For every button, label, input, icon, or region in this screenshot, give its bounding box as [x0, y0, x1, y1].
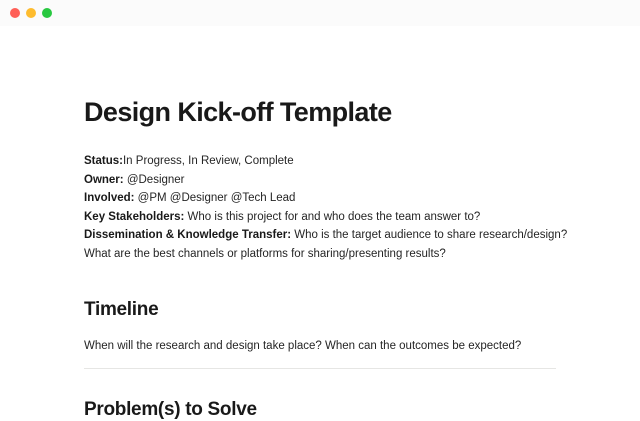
metadata-label: Involved:	[84, 192, 135, 205]
metadata-value: Who is this project for and who does the team answer to?	[184, 210, 481, 223]
metadata-value: Who is the target audience to share research/design?	[291, 229, 568, 242]
metadata-label: Dissemination & Knowledge Transfer:	[84, 229, 292, 242]
close-window-icon[interactable]	[10, 8, 20, 18]
metadata-label: Owner:	[84, 173, 124, 186]
window-titlebar	[0, 0, 640, 26]
document-metadata	[84, 152, 568, 263]
section-heading-timeline: Timeline	[84, 299, 159, 321]
section-divider	[84, 368, 556, 369]
metadata-row	[84, 171, 556, 190]
metadata-row	[84, 152, 556, 171]
document-body	[0, 26, 640, 421]
metadata-value: @Designer	[123, 173, 185, 186]
metadata-row	[84, 226, 568, 245]
section-body-timeline: When will the research and design take place? When can the outcomes be expected?	[84, 340, 522, 353]
metadata-row	[84, 208, 556, 227]
section-heading-problems: Problem(s) to Solve	[84, 399, 257, 421]
metadata-row	[84, 189, 556, 208]
metadata-row	[84, 245, 556, 264]
minimize-window-icon[interactable]	[26, 8, 36, 18]
metadata-value: @PM @Designer @Tech Lead	[134, 192, 296, 205]
metadata-value: What are the best channels or platforms for sharing/presenting results?	[84, 247, 446, 260]
metadata-value: In Progress, In Review, Complete	[122, 155, 294, 168]
metadata-label: Key Stakeholders:	[84, 210, 185, 223]
page-title: Design Kick-off Template	[84, 97, 392, 127]
window-controls	[10, 8, 52, 18]
maximize-window-icon[interactable]	[42, 8, 52, 18]
metadata-label: Status:	[84, 155, 123, 168]
